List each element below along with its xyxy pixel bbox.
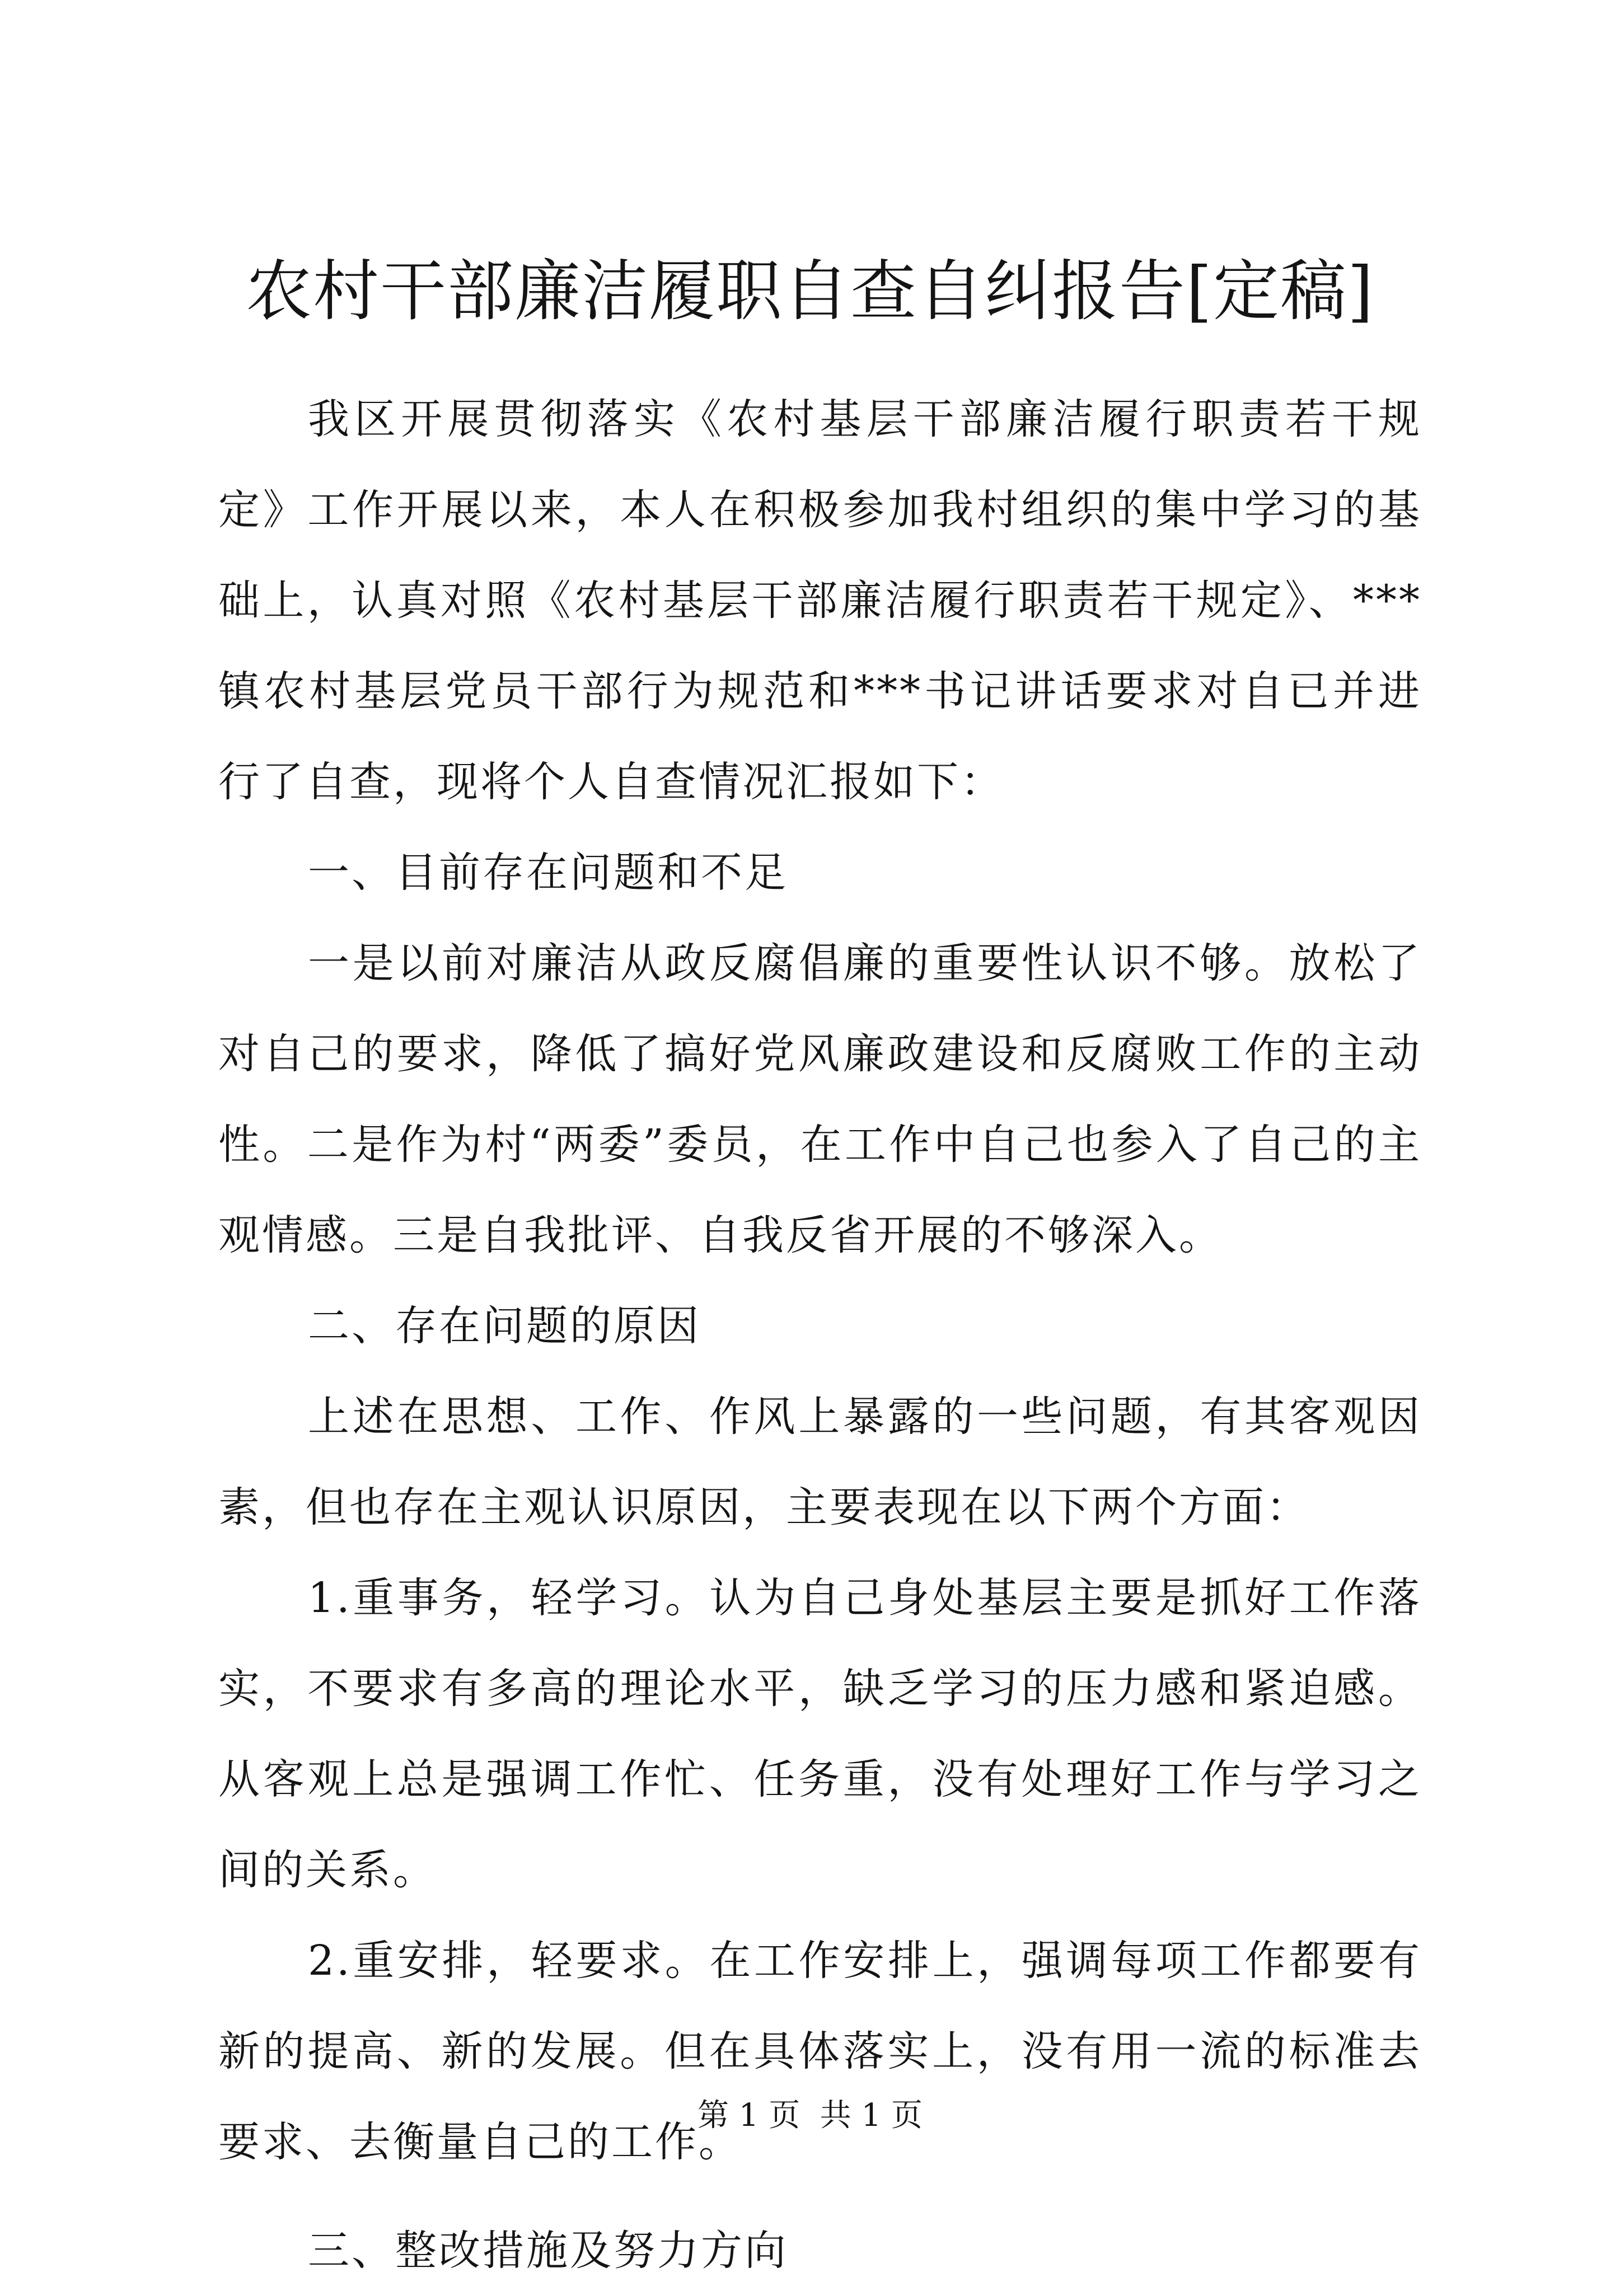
section-heading-3: 三、整改措施及努力方向 — [308, 2227, 788, 2275]
section-heading-2: 二、存在问题的原因 — [308, 1302, 701, 1350]
intro-paragraph: 我区开展贯彻落实《农村基层干部廉洁履行职责若干规定》工作开展以来，本人在积极参加我村组织的集中学习的基础上，认真对照《农村基层干部廉洁履行职责若干规定》、***镇农村基层党员干部行为规范和***书记讲话要求对自已并进行了自查，现将个人自查情况汇报如下： — [218, 395, 1422, 806]
page-number-label: 第 1 页 共 1 页 — [697, 2097, 923, 2134]
cause-item-2: 2.重安排，轻要求。在工作安排上，强调每项工作都要有新的提高、新的发展。但在具体落实上，没有用一流的标准去要求、去衡量自己的工作。 — [218, 1937, 1422, 2166]
section-heading-1: 一、目前存在问题和不足 — [308, 849, 788, 897]
cause-item-1: 1.重事务，轻学习。认为自己身处基层主要是抓好工作落实，不要求有多高的理论水平，缺乏学习的压力感和紧迫感。从客观上总是强调工作忙、任务重，没有处理好工作与学习之间的关系。 — [218, 1574, 1422, 1894]
causes-paragraph: 上述在思想、工作、作风上暴露的一些问题，有其客观因素，但也存在主观认识原因，主要表现在以下两个方面： — [218, 1393, 1422, 1531]
page-footer — [0, 2093, 1620, 2138]
document-body — [218, 374, 1422, 2296]
document-title: 农村干部廉洁履职自查自纠报告[定稿] — [245, 252, 1375, 330]
problems-paragraph: 一是以前对廉洁从政反腐倡廉的重要性认识不够。放松了对自己的要求，降低了搞好党风廉政建设和反腐败工作的主动性。二是作为村“两委”委员，在工作中自己也参入了自己的主观情感。三是自我批评、自我反省开展的不够深入。 — [218, 939, 1422, 1259]
